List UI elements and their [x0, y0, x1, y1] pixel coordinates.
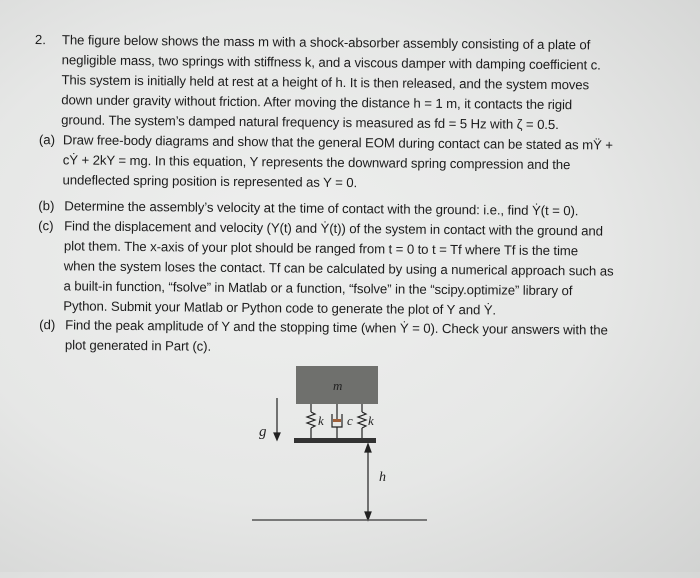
- plate: [294, 438, 376, 443]
- height-label: h: [379, 470, 386, 485]
- part-c-line: when the system loses the contact. Tf can be calculated by using a numerical approach such as: [63, 258, 614, 279]
- right-spring-label: k: [368, 413, 374, 428]
- part-a-line: Draw free-body diagrams and show that the general EOM during contact can be stated as mŸ +: [62, 132, 613, 153]
- part-c-line: plot them. The x-axis of your plot should be ranged from t = 0 to t = Tf where Tf is the time: [63, 238, 579, 259]
- intro-line: down under gravity without friction. After moving the distance h = 1 m, it contacts the rigid: [61, 92, 573, 113]
- part-d-label: (d): [39, 317, 56, 333]
- left-spring-label: k: [318, 413, 324, 428]
- part-a-label: (a): [38, 132, 56, 148]
- part-d-line: plot generated in Part (c).: [64, 337, 212, 354]
- intro-line: The figure below shows the mass m with a shock-absorber assembly consisting of a plate of: [61, 32, 591, 53]
- right-spring: [358, 404, 366, 438]
- part-a-line: undeflected spring position is represented as Y = 0.: [62, 172, 358, 191]
- gravity-label: g: [259, 424, 267, 440]
- part-c-line: Find the displacement and velocity (Y(t) and Ẏ(t)) of the system in contact with the ground and: [64, 218, 603, 239]
- part-b-line: Determine the assembly’s velocity at the time of contact with the ground: i.e., find Ẏ(t = 0).: [64, 198, 579, 219]
- left-spring: [307, 404, 315, 438]
- part-b-label: (b): [38, 198, 55, 214]
- part-d-line: Find the peak amplitude of Y and the stopping time (when Ẏ = 0). Check your answers with the: [65, 317, 608, 338]
- part-c-line: Python. Submit your Matlab or Python code to generate the plot of Y and Ẏ.: [63, 298, 497, 318]
- damper-label: c: [347, 413, 353, 428]
- gravity-arrow-icon: [274, 398, 280, 440]
- part-a-line: cẎ + 2kY = mg. In this equation, Y represents the downward spring compression and the: [62, 152, 571, 173]
- height-arrow-icon: [365, 444, 371, 520]
- damper: [332, 404, 342, 438]
- part-c-line: a built-in function, “fsolve” in Matlab or a function, “fsolve” in the “scipy.optimize” library of: [63, 278, 573, 299]
- intro-line: ground. The system’s damped natural frequency is measured as fd = 5 Hz with ζ = 0.5.: [61, 112, 559, 133]
- problem-number: 2.: [34, 32, 46, 48]
- intro-line: negligible mass, two springs with stiffness k, and a viscous damper with damping coefficient c.: [61, 52, 601, 73]
- mass-label: m: [333, 378, 343, 393]
- part-c-label: (c): [38, 218, 54, 234]
- intro-line: This system is initially held at rest at a height of h. It is then released, and the system moves: [61, 72, 590, 93]
